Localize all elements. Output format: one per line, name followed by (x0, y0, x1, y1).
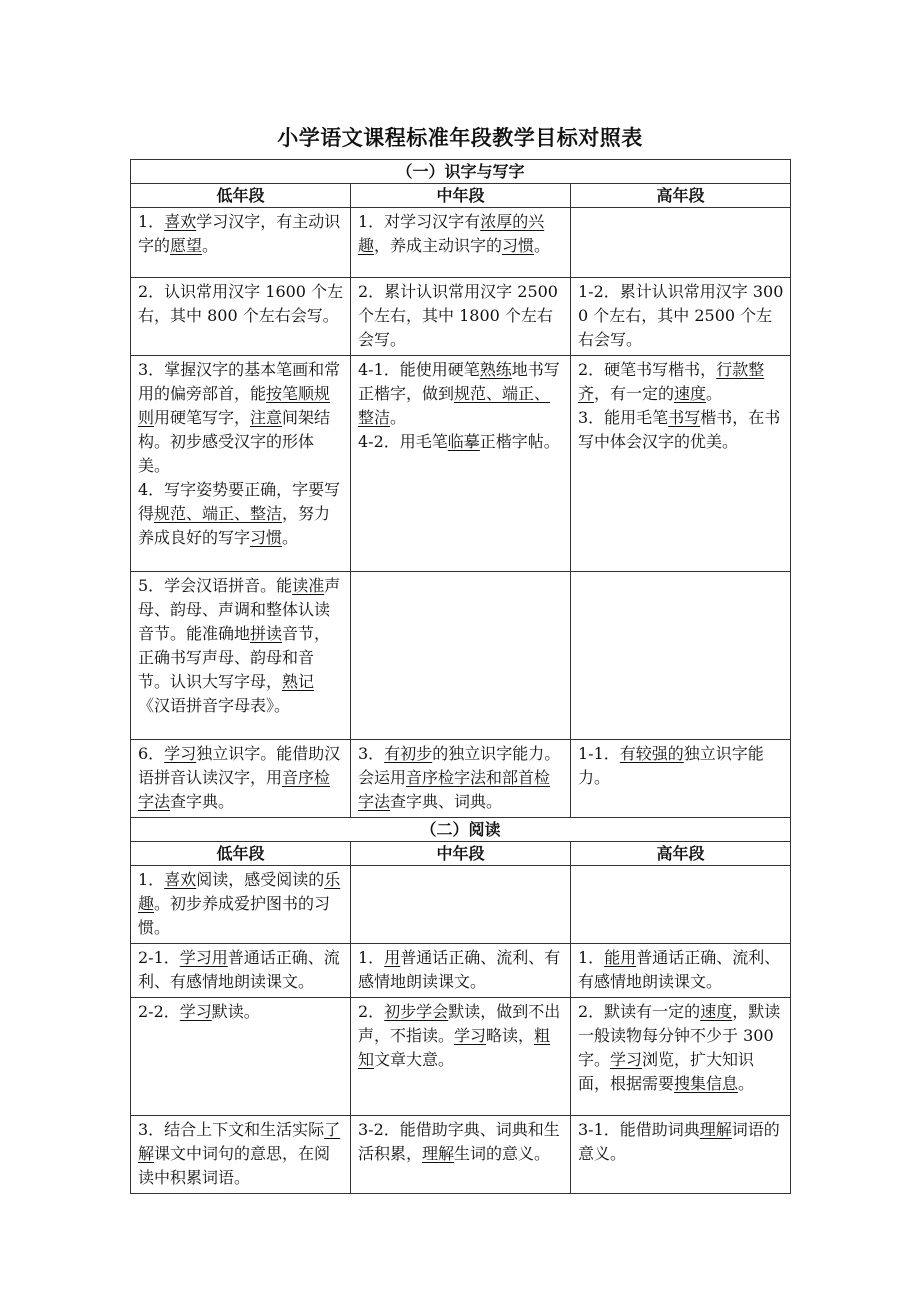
key-phrase: 学习 (164, 744, 197, 763)
goal-text: 4-1．能使用硬笔 (358, 360, 480, 379)
section-title: （二）阅读 (131, 818, 791, 842)
curriculum-table (130, 159, 791, 1194)
cell-high (571, 572, 791, 740)
goal-text: 。 (534, 236, 551, 255)
cell-high (571, 740, 791, 818)
goal-item (358, 1000, 564, 1072)
cell-high (571, 998, 791, 1116)
cell-mid (351, 944, 571, 998)
table-row (131, 1116, 791, 1194)
column-header-high: 高年段 (571, 842, 791, 866)
goal-item (358, 358, 564, 430)
goal-item (358, 946, 564, 994)
goal-text: ，养成主动识字的 (374, 236, 503, 255)
cell-low (131, 278, 351, 356)
goal-item (578, 1118, 784, 1166)
goal-text: 。初步养成爱护图书的习惯。 (138, 894, 331, 937)
goal-text: 6． (138, 744, 165, 763)
key-phrase: 学习 (179, 1002, 212, 1021)
goal-text: 2-1． (138, 948, 180, 967)
goal-text: 2-2． (138, 1002, 180, 1021)
goal-item (138, 946, 344, 994)
goal-text: 生词的意义。 (454, 1144, 551, 1163)
goal-text: 5．学会汉语拼音。能 (138, 576, 293, 595)
goal-text: 3．能用毛笔 (578, 408, 669, 427)
column-header-mid: 中年段 (351, 184, 571, 208)
table-row (131, 866, 791, 944)
goal-text: 学习汉字，有主动识字的 (138, 212, 341, 255)
table-row (131, 356, 791, 572)
goal-text: 2．累计认识常用汉字 2500 个左右，其中 1800 个左右会写。 (358, 282, 558, 349)
goal-text: 1．对学习汉字有 (358, 212, 481, 231)
goal-item (138, 868, 344, 940)
goal-text: 2．硬笔书写楷书， (578, 360, 717, 379)
goal-item (358, 1118, 564, 1166)
column-header-mid: 中年段 (351, 842, 571, 866)
key-phrase: 行款整齐 (578, 360, 765, 403)
cell-high (571, 1116, 791, 1194)
goal-text: 独立识字。能借助汉语拼音认读汉字，用 (138, 744, 341, 787)
goal-text: 2．认识常用汉字 1600 个左右，其中 800 个左右会写。 (138, 282, 344, 325)
goal-text: ，默读一般读物每分钟不少于 300 字。 (578, 1002, 781, 1069)
goal-item (138, 478, 344, 550)
key-phrase: 愿望 (170, 236, 203, 255)
goal-text: 1-1． (578, 744, 620, 763)
table-row (131, 278, 791, 356)
key-phrase: 音序检字法 (138, 768, 331, 811)
goal-text: 正楷字帖。 (479, 432, 560, 451)
cell-low (131, 998, 351, 1116)
cell-low (131, 572, 351, 740)
goal-item (138, 742, 344, 814)
cell-high (571, 866, 791, 944)
key-phrase: 初步学会 (384, 1002, 449, 1021)
key-phrase: 浓厚的兴趣 (358, 212, 545, 255)
column-header-low: 低年段 (131, 842, 351, 866)
goal-text: 。 (390, 408, 407, 427)
goal-item (138, 1000, 344, 1024)
goal-text: 词语的意义。 (578, 1120, 780, 1163)
header-row (131, 842, 791, 866)
key-phrase: 熟记 (282, 672, 315, 691)
goal-text: 3．掌握汉字的基本笔画和常用的偏旁部首，能 (138, 360, 341, 403)
goal-text: 3．结合上下文和生活实际 (138, 1120, 325, 1139)
section-row (131, 160, 791, 184)
goal-item (578, 280, 784, 352)
goal-text: 4．写字姿势要正确，字要写得 (138, 480, 341, 523)
cell-low (131, 866, 351, 944)
key-phrase: 规范、端正、整洁 (358, 384, 551, 427)
goal-item (138, 358, 344, 478)
goal-text: 用硬笔写字， (154, 408, 251, 427)
goal-text: 楷书，在书写中体会汉字的优美。 (578, 408, 781, 451)
cell-mid (351, 998, 571, 1116)
goal-text: 2． (358, 1002, 385, 1021)
key-phrase: 有较强的 (619, 744, 684, 763)
goal-text: 默读。 (211, 1002, 260, 1021)
goal-text: 课文中词句的意思，在阅读中积累词语。 (138, 1144, 331, 1187)
goal-text: 略读， (486, 1026, 535, 1045)
goal-item (358, 430, 564, 454)
key-phrase: 搜集信息 (674, 1074, 739, 1093)
key-phrase: 拼读 (250, 624, 283, 643)
key-phrase: 喜欢 (164, 212, 197, 231)
goal-text: 1． (138, 212, 165, 231)
goal-text: 。 (282, 528, 299, 547)
section-row (131, 818, 791, 842)
cell-high (571, 208, 791, 278)
goal-text: ，有一定的 (594, 384, 675, 403)
goal-item (358, 210, 564, 258)
key-phrase: 用 (384, 948, 401, 967)
goal-text: ，努力养成良好的写字 (138, 504, 331, 547)
goal-text: 《汉语拼音字母表》。 (138, 696, 291, 715)
goal-text: 地书写正楷字，做到 (358, 360, 560, 403)
goal-text: 。 (738, 1074, 755, 1093)
cell-low (131, 208, 351, 278)
key-phrase: 理解 (422, 1144, 455, 1163)
cell-mid (351, 572, 571, 740)
key-phrase: 临摹 (447, 432, 480, 451)
cell-mid (351, 1116, 571, 1194)
key-phrase: 粗知 (358, 1026, 551, 1069)
cell-low (131, 1116, 351, 1194)
key-phrase: 读准 (292, 576, 325, 595)
goal-item (138, 1118, 344, 1190)
key-phrase: 熟练 (479, 360, 512, 379)
goal-text: 3． (358, 744, 385, 763)
goal-text: 间架结构。初步感受汉字的形体美。 (138, 408, 331, 475)
cell-mid (351, 278, 571, 356)
goal-text: 音节，正确书写声母、韵母和音节。认识大写字母， (138, 624, 331, 691)
cell-high (571, 944, 791, 998)
key-phrase: 习惯 (250, 528, 283, 547)
goal-text: 。 (202, 236, 219, 255)
cell-low (131, 944, 351, 998)
goal-item (578, 358, 784, 406)
key-phrase: 有初步 (384, 744, 433, 763)
table-row (131, 572, 791, 740)
key-phrase: 学习 (610, 1050, 643, 1069)
goal-text: 3-2．能借助字典、词典和生活积累， (358, 1120, 560, 1163)
key-phrase: 能用 (604, 948, 637, 967)
key-phrase: 音序检字法和部首检字法 (358, 768, 551, 811)
goal-text: 文章大意。 (374, 1050, 455, 1069)
cell-low (131, 740, 351, 818)
goal-item (578, 406, 784, 454)
goal-item (578, 946, 784, 994)
goal-text: 1． (138, 870, 165, 889)
table-row (131, 740, 791, 818)
table-row (131, 944, 791, 998)
goal-item (358, 742, 564, 814)
page-title: 小学语文课程标准年段教学目标对照表 (277, 125, 643, 150)
key-phrase: 按笔顺规则 (138, 384, 331, 427)
goal-item (138, 210, 344, 258)
goal-text: 查字典。 (170, 792, 235, 811)
cell-mid (351, 866, 571, 944)
goal-text: 1． (578, 948, 605, 967)
goal-text: 。 (706, 384, 723, 403)
key-phrase: 乐趣 (138, 870, 341, 913)
goal-text: 1-2．累计认识常用汉字 3000 个左右，其中 2500 个左右会写。 (578, 282, 784, 349)
key-phrase: 注意 (250, 408, 283, 427)
goal-text: 独立识字能力。 (578, 744, 764, 787)
key-phrase: 书写 (668, 408, 701, 427)
header-row (131, 184, 791, 208)
goal-text: 阅读，感受阅读的 (196, 870, 325, 889)
table-body (131, 160, 791, 1194)
cell-high (571, 278, 791, 356)
goal-text: 普通话正确、流利、有感情地朗读课文。 (138, 948, 340, 991)
key-phrase: 速度 (674, 384, 707, 403)
cell-mid (351, 740, 571, 818)
goal-item (138, 574, 344, 718)
goal-text: 浏览，扩大知识面，根据需要 (578, 1050, 755, 1093)
table-row (131, 998, 791, 1116)
goal-text: 声母、韵母、声调和整体认读音节。能准确地 (138, 576, 341, 643)
column-header-low: 低年段 (131, 184, 351, 208)
goal-text: 普通话正确、流利、有感情地朗读课文。 (578, 948, 781, 991)
goal-text: 3-1．能借助词典 (578, 1120, 700, 1139)
goal-text: 1． (358, 948, 385, 967)
cell-low (131, 356, 351, 572)
cell-mid (351, 356, 571, 572)
goal-text: 的独立识字能力。会运用 (358, 744, 561, 787)
cell-high (571, 356, 791, 572)
key-phrase: 喜欢 (164, 870, 197, 889)
section-title: （一）识字与写字 (131, 160, 791, 184)
key-phrase: 理解 (699, 1120, 732, 1139)
goal-item (138, 280, 344, 328)
goal-item (578, 1000, 784, 1096)
key-phrase: 速度 (700, 1002, 733, 1021)
key-phrase: 习惯 (502, 236, 535, 255)
goal-text: 普通话正确、流利、有感情地朗读课文。 (358, 948, 561, 991)
key-phrase: 了解 (138, 1120, 341, 1163)
column-header-high: 高年段 (571, 184, 791, 208)
goal-text: 默读，做到不出声，不指读。 (358, 1002, 561, 1045)
goal-text: 查字典、词典。 (390, 792, 503, 811)
goal-item (578, 742, 784, 790)
goal-text: 2．默读有一定的 (578, 1002, 701, 1021)
key-phrase: 学习用 (179, 948, 228, 967)
cell-mid (351, 208, 571, 278)
key-phrase: 学习 (454, 1026, 487, 1045)
key-phrase: 规范、端正、整洁 (154, 504, 283, 523)
goal-text: 4-2．用毛笔 (358, 432, 448, 451)
goal-item (358, 280, 564, 352)
table-row (131, 208, 791, 278)
